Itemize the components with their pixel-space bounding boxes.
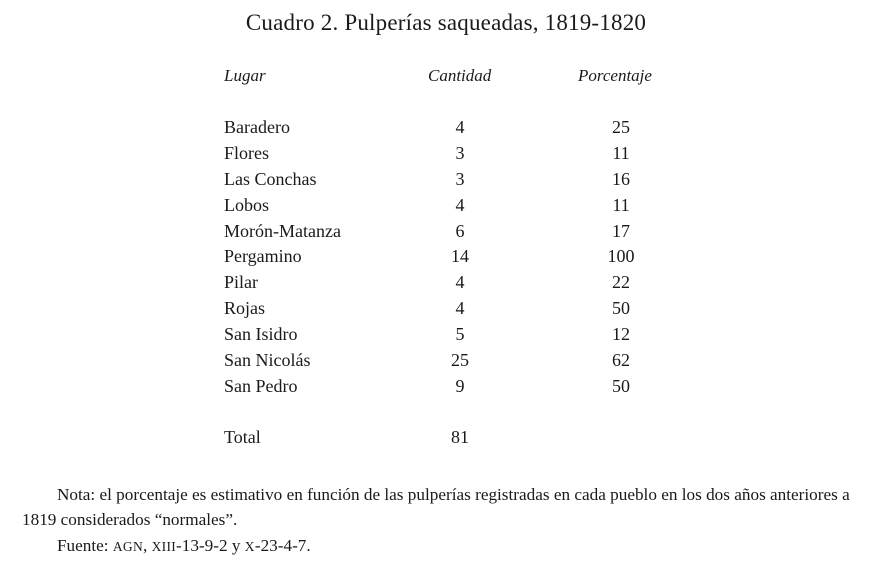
- cell-cantidad: 6: [455, 221, 465, 241]
- table-row: [0, 272, 892, 296]
- source-separator: ,: [143, 536, 152, 555]
- cell-porcentaje: 17: [612, 221, 630, 241]
- cell-lugar: Morón-Matanza: [224, 221, 341, 241]
- cell-porcentaje: 25: [612, 117, 630, 137]
- cell-lugar: Las Conchas: [224, 169, 317, 189]
- table-row: [0, 376, 892, 400]
- source-ref-number-2: -23-4-7.: [254, 536, 311, 555]
- cell-cantidad: 9: [455, 376, 465, 396]
- cell-porcentaje: 16: [612, 169, 630, 189]
- cell-porcentaje: 12: [612, 324, 630, 344]
- table-note: Nota: el porcentaje es estimativo en función de las pulperías registradas en cada pueblo en los dos años anteriores a 1819 considerados “normales”.: [22, 485, 850, 529]
- cell-lugar: San Pedro: [224, 376, 298, 396]
- cell-cantidad: 4: [455, 272, 465, 292]
- table-row: [0, 169, 892, 193]
- cell-lugar: Flores: [224, 143, 269, 163]
- table-source: [57, 533, 311, 559]
- source-ref-agn: AGN: [112, 539, 144, 554]
- cell-lugar: Pergamino: [224, 246, 302, 266]
- table-row: [0, 117, 892, 141]
- cell-porcentaje: 100: [607, 246, 635, 266]
- cell-lugar: Lobos: [224, 195, 269, 215]
- cell-lugar: Pilar: [224, 272, 258, 292]
- cell-cantidad: 25: [451, 350, 469, 370]
- cell-lugar: San Isidro: [224, 324, 298, 344]
- cell-cantidad: 5: [455, 324, 465, 344]
- table-row: [0, 246, 892, 270]
- cell-cantidad: 14: [451, 246, 469, 266]
- cell-porcentaje: 50: [612, 298, 630, 318]
- cell-lugar: Rojas: [224, 298, 266, 318]
- cell-cantidad: 4: [455, 195, 465, 215]
- total-cantidad: 81: [451, 427, 469, 447]
- table-row: [0, 143, 892, 167]
- cell-cantidad: 3: [455, 169, 465, 189]
- total-label: Total: [224, 427, 261, 447]
- source-prefix: Fuente:: [57, 536, 113, 555]
- total-row: [0, 427, 892, 451]
- table-row: [0, 350, 892, 374]
- source-ref-roman-2: X: [244, 539, 255, 554]
- table-title: Cuadro 2. Pulperías saqueadas, 1819-1820: [245, 10, 647, 35]
- column-header-cantidad: Cantidad: [428, 66, 492, 85]
- cell-porcentaje: 11: [612, 143, 630, 163]
- cell-cantidad: 4: [455, 298, 465, 318]
- cell-cantidad: 4: [455, 117, 465, 137]
- cell-porcentaje: 50: [612, 376, 630, 396]
- source-ref-roman-1: XIII: [151, 539, 177, 554]
- cell-porcentaje: 11: [612, 195, 630, 215]
- table-row: [0, 324, 892, 348]
- column-header-porcentaje: Porcentaje: [578, 66, 652, 85]
- cell-cantidad: 3: [455, 143, 465, 163]
- cell-lugar: San Nicolás: [224, 350, 311, 370]
- cell-porcentaje: 62: [612, 350, 630, 370]
- table-row: [0, 298, 892, 322]
- cell-lugar: Baradero: [224, 117, 290, 137]
- table-row: [0, 221, 892, 245]
- cell-porcentaje: 22: [612, 272, 630, 292]
- column-header-lugar: Lugar: [224, 66, 266, 85]
- table-row: [0, 195, 892, 219]
- source-ref-number-1: -13-9-2 y: [176, 536, 245, 555]
